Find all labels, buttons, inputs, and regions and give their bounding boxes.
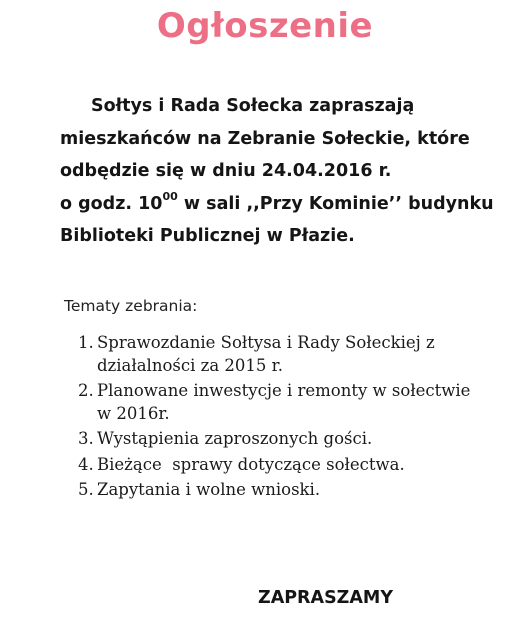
- list-item-text: Zapytania i wolne wnioski.: [97, 480, 321, 499]
- list-item-number: 2.: [78, 381, 94, 400]
- meeting-time-minutes: 00: [162, 189, 178, 203]
- closing-invitation: ZAPRASZAMY: [258, 588, 394, 608]
- list-item-text: Bieżące sprawy dotyczące sołectwa.: [97, 454, 405, 474]
- list-item: [78, 454, 478, 477]
- topics-list: [78, 332, 478, 505]
- list-item: [78, 479, 478, 502]
- list-item: [78, 428, 478, 451]
- list-item-text: Sprawozdanie Sołtysa i Rady Sołeckiej z działalności za 2015 r.: [97, 333, 435, 375]
- list-item-number: 4.: [78, 454, 94, 474]
- announcement-title: Ogłoszenie: [156, 6, 374, 46]
- meeting-time-prefix: o godz. 10: [60, 193, 163, 214]
- list-item: [78, 380, 478, 425]
- intro-line-2: mieszkańców na Zebranie Sołeckie, które: [60, 128, 470, 149]
- list-item-text: Wystąpienia zaproszonych gości.: [97, 429, 373, 448]
- intro-line-1: Sołtys i Rada Sołecka zapraszają: [91, 96, 415, 116]
- list-item: [78, 332, 478, 377]
- list-item-text: Planowane inwestycje i remonty w sołectwie w 2016r.: [97, 381, 471, 423]
- meeting-venue: w sali ,,Przy Kominie’’ budynku: [177, 193, 494, 214]
- intro-line-5: Biblioteki Publicznej w Płazie.: [60, 226, 355, 246]
- list-item-number: 3.: [78, 429, 94, 448]
- list-item-number: 5.: [78, 480, 94, 499]
- intro-line-3: odbędzie się w dniu 24.04.2016 r.: [60, 161, 392, 181]
- list-item-number: 1.: [78, 333, 94, 352]
- invitation-paragraph: [60, 90, 520, 253]
- topics-heading: Tematy zebrania:: [64, 297, 198, 315]
- intro-line-4: [60, 188, 520, 221]
